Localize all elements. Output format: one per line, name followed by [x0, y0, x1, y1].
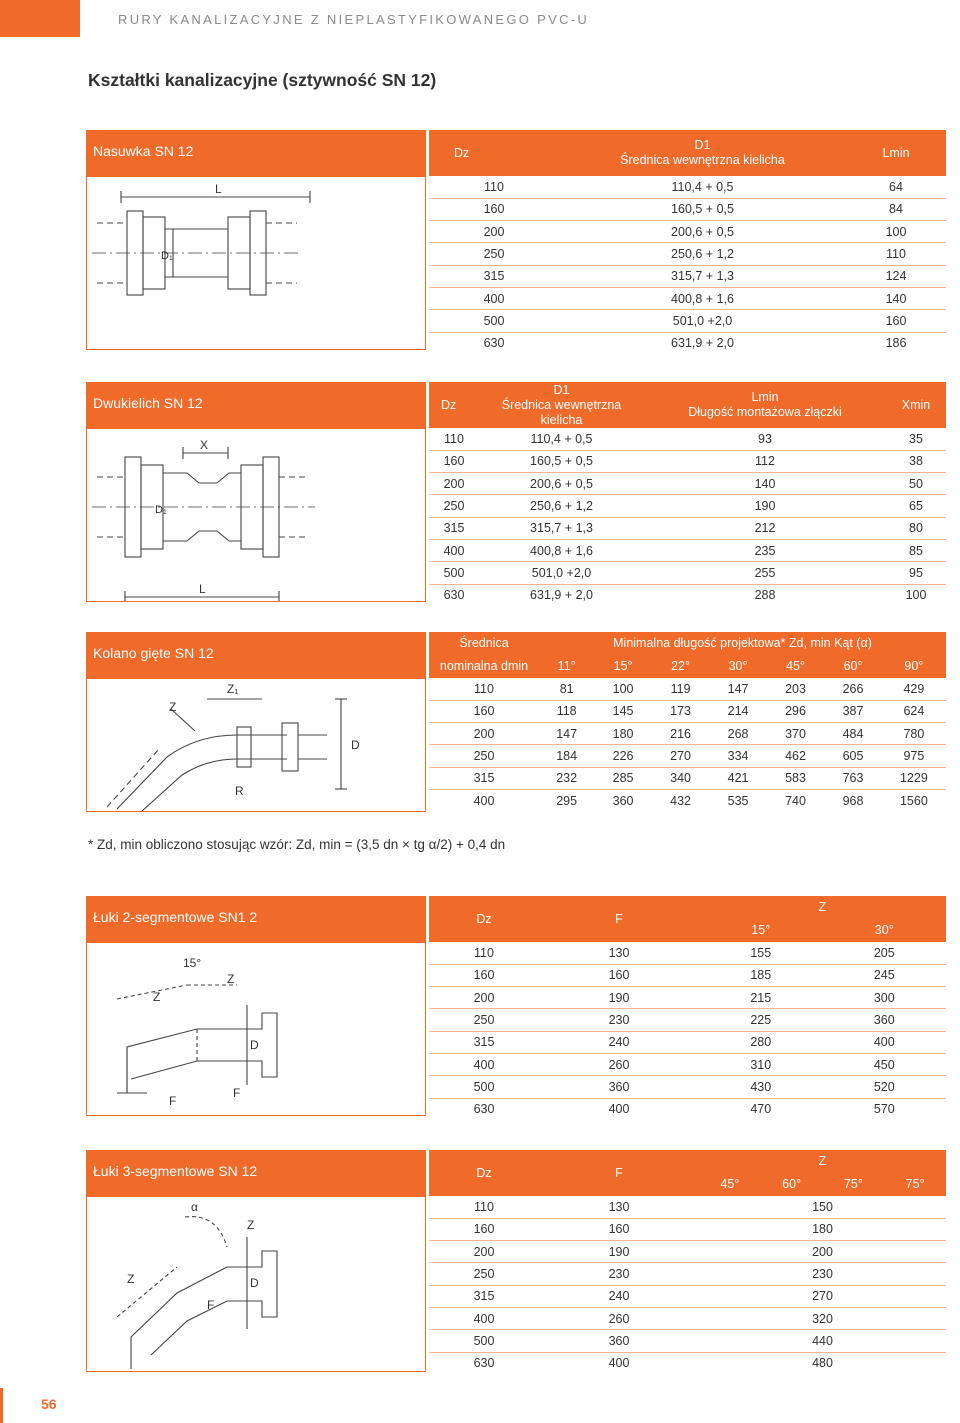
diagram-label-f2: F [233, 1086, 241, 1100]
table-cell: 630 [473, 1102, 495, 1117]
table-cell: 450 [823, 1053, 947, 1075]
table-cell: 400 [429, 539, 479, 561]
angle-header: 15° [594, 655, 651, 678]
luki3-section [86, 1150, 946, 1372]
diagram-label-f: F [207, 1298, 215, 1312]
table-cell: 501,0 +2,0 [559, 310, 846, 332]
table-cell: 462 [767, 745, 824, 767]
header-lmin: Lmin [846, 130, 946, 176]
table-cell: 124 [846, 265, 946, 287]
table-cell: 429 [882, 678, 946, 700]
table-cell: 400 [823, 1031, 947, 1053]
table-cell: 186 [885, 336, 907, 351]
table-cell: 147 [539, 723, 594, 745]
table-cell: 200 [429, 723, 539, 745]
table-cell: 1229 [882, 767, 946, 789]
table-cell: 240 [539, 1031, 699, 1053]
table-cell: 80 [886, 517, 946, 539]
table-row [429, 539, 946, 561]
page-number-text: 56 [41, 1396, 57, 1412]
diagram-label-z2: Z [227, 972, 235, 986]
header-dz: Dz [429, 896, 539, 942]
table-cell: 250,6 + 1,2 [479, 495, 644, 517]
table-cell: 180 [594, 723, 651, 745]
table-cell: 216 [652, 723, 709, 745]
angle-header: 75° [884, 1173, 946, 1196]
table-cell: 1560 [899, 793, 928, 808]
table-cell: 315 [429, 265, 559, 287]
table-cell: 190 [539, 987, 699, 1009]
table-cell: 205 [823, 942, 947, 964]
table-row [429, 987, 946, 1009]
table-cell: 270 [652, 745, 709, 767]
table-cell: 100 [594, 678, 651, 700]
table-row [429, 1285, 946, 1307]
table-cell: 110,4 + 0,5 [559, 176, 846, 198]
table-cell: 226 [594, 745, 651, 767]
table-cell: 500 [429, 1330, 539, 1352]
header-d1-symbol: D1 [694, 138, 711, 152]
table-cell: 100 [846, 221, 946, 243]
table-cell: 315,7 + 1,3 [559, 265, 846, 287]
table-row [429, 473, 946, 495]
table-cell: 255 [644, 562, 886, 584]
angle-header: 45° [699, 1173, 761, 1196]
nasuwka-section [86, 130, 946, 350]
table-cell: 360 [539, 1076, 699, 1098]
kolano-section [86, 632, 946, 812]
diagram-label-l: L [215, 182, 222, 196]
table-cell: 230 [699, 1263, 946, 1285]
diagram-label-d1: D₁ [155, 504, 167, 516]
table-cell: 315 [429, 1031, 539, 1053]
table-cell: 360 [539, 1330, 699, 1352]
table-row [429, 584, 946, 606]
table-row [429, 332, 946, 354]
header-dz: Dz [429, 130, 559, 176]
angle-header: 15° [699, 919, 823, 942]
table-cell: 310 [699, 1053, 823, 1075]
luki2-panel [86, 896, 426, 1116]
table-cell: 320 [699, 1307, 946, 1329]
table-cell: 110 [429, 176, 559, 198]
table-row [429, 1031, 946, 1053]
table-cell: 160 [429, 1218, 539, 1240]
header-f: F [539, 1150, 699, 1196]
table-cell: 400 [608, 1102, 630, 1117]
table-cell: 110,4 + 0,5 [479, 428, 644, 450]
page-title: Kształtki kanalizacyjne (sztywność SN 12) [88, 70, 437, 90]
table-cell: 160 [539, 1218, 699, 1240]
table-row [429, 700, 946, 722]
nasuwka-panel [86, 130, 426, 350]
table-cell: 288 [754, 588, 776, 603]
angle-header: 30° [823, 919, 947, 942]
header-dz: Dz [429, 382, 479, 428]
table-cell: 400 [473, 793, 495, 808]
table-cell: 968 [842, 793, 864, 808]
table-row [429, 517, 946, 539]
dwukielich-diagram [87, 429, 427, 601]
table-row [429, 243, 946, 265]
luki2-label: Łuki 2-segmentowe SN1 2 [87, 897, 425, 943]
table-cell: 230 [539, 1009, 699, 1031]
table-cell: 300 [823, 987, 947, 1009]
table-cell: 400 [429, 1053, 539, 1075]
table-cell: 200 [699, 1241, 946, 1263]
table-row [429, 1241, 946, 1263]
nasuwka-table [429, 130, 946, 354]
table-cell: 200,6 + 0,5 [479, 473, 644, 495]
table-cell: 130 [539, 1196, 699, 1218]
table-cell: 215 [699, 987, 823, 1009]
header-f: F [539, 896, 699, 942]
table-cell: 185 [699, 964, 823, 986]
table-row [429, 495, 946, 517]
diagram-label-z: Z [169, 700, 177, 714]
table-cell: 780 [882, 723, 946, 745]
table-cell: 160 [429, 450, 479, 472]
table-cell: 110 [429, 678, 539, 700]
table-cell: 268 [709, 723, 766, 745]
table-cell: 763 [824, 767, 881, 789]
angle-header: 11° [539, 655, 594, 678]
angle-header: 30° [709, 655, 766, 678]
luki2-table [429, 896, 946, 1120]
table-cell: 630 [443, 588, 465, 603]
table-cell: 212 [644, 517, 886, 539]
header-z: Z [699, 1150, 946, 1173]
table-cell: 160 [429, 700, 539, 722]
table-cell: 230 [539, 1263, 699, 1285]
header-z: Z [699, 896, 946, 919]
table-cell: 160 [429, 964, 539, 986]
table-cell: 570 [873, 1102, 895, 1117]
table-cell: 315 [429, 767, 539, 789]
table-cell: 150 [699, 1196, 946, 1218]
table-cell: 285 [594, 767, 651, 789]
header-minlen: Minimalna długość projektowa* Zd, min Kąt (α) [539, 632, 946, 655]
table-row [429, 1076, 946, 1098]
table-cell: 260 [539, 1307, 699, 1329]
table-cell: 232 [539, 767, 594, 789]
table-cell: 430 [699, 1076, 823, 1098]
kolano-panel [86, 632, 426, 812]
table-row [429, 1053, 946, 1075]
diagram-label-alpha: α [191, 1200, 198, 1214]
table-cell: 315 [429, 517, 479, 539]
table-row [429, 789, 946, 811]
header-d1 [559, 130, 846, 176]
table-cell: 250 [429, 1263, 539, 1285]
table-cell: 85 [886, 539, 946, 561]
table-row [429, 310, 946, 332]
table-cell: 535 [727, 793, 749, 808]
table-cell: 250 [429, 243, 559, 265]
table-cell: 624 [882, 700, 946, 722]
table-cell: 631,9 + 2,0 [530, 588, 593, 603]
table-cell: 484 [824, 723, 881, 745]
page-number [0, 1388, 80, 1423]
table-cell: 200 [429, 1241, 539, 1263]
table-cell: 245 [823, 964, 947, 986]
table-cell: 360 [823, 1009, 947, 1031]
table-cell: 400 [429, 287, 559, 309]
dwukielich-label: Dwukielich SN 12 [87, 383, 425, 429]
diagram-label-d: D [250, 1038, 259, 1052]
table-cell: 280 [699, 1031, 823, 1053]
table-row [429, 287, 946, 309]
table-cell: 740 [785, 793, 806, 808]
table-cell: 266 [824, 678, 881, 700]
header-d1-desc: Średnica wewnętrzna kielicha [620, 153, 785, 167]
table-cell: 631,9 + 2,0 [671, 336, 734, 351]
table-row [429, 1263, 946, 1285]
table-cell: 260 [539, 1053, 699, 1075]
header-dz: Dz [429, 1150, 539, 1196]
table-row [429, 1196, 946, 1218]
table-cell: 400 [608, 1356, 630, 1371]
table-cell: 240 [539, 1285, 699, 1307]
table-cell: 500 [429, 310, 559, 332]
table-cell: 100 [905, 588, 927, 603]
table-row [429, 723, 946, 745]
table-cell: 630 [483, 336, 505, 351]
table-cell: 160 [846, 310, 946, 332]
table-cell: 38 [886, 450, 946, 472]
table-cell: 480 [812, 1356, 833, 1371]
table-cell: 110 [429, 1196, 539, 1218]
table-cell: 432 [670, 793, 691, 808]
diagram-label-d1: D₁ [161, 250, 173, 262]
table-cell: 95 [886, 562, 946, 584]
table-cell: 160,5 + 0,5 [559, 198, 846, 220]
table-cell: 35 [886, 428, 946, 450]
diagram-label-angle: 15° [183, 956, 202, 970]
header-d1-desc: Średnica wewnętrzna kielicha [501, 397, 622, 427]
table-cell: 160,5 + 0,5 [479, 450, 644, 472]
table-row [429, 678, 946, 700]
table-row [429, 450, 946, 472]
table-cell: 200 [429, 473, 479, 495]
table-cell: 203 [767, 678, 824, 700]
corner-accent [0, 0, 80, 37]
table-cell: 81 [539, 678, 594, 700]
table-row [429, 1307, 946, 1329]
diagram-label-d: D [351, 738, 360, 752]
table-cell: 118 [539, 700, 594, 722]
table-cell: 500 [429, 1076, 539, 1098]
kolano-label: Kolano gięte SN 12 [87, 633, 425, 679]
table-cell: 250 [429, 1009, 539, 1031]
table-cell: 975 [882, 745, 946, 767]
table-cell: 180 [699, 1218, 946, 1240]
table-cell: 110 [429, 428, 479, 450]
table-cell: 400 [429, 1307, 539, 1329]
header-nominalna: nominalna dmin [429, 655, 539, 678]
diagram-label-l: L [199, 582, 206, 596]
table-cell: 145 [594, 700, 651, 722]
table-cell: 93 [644, 428, 886, 450]
table-cell: 225 [699, 1009, 823, 1031]
header-d1 [479, 382, 644, 428]
table-cell: 190 [539, 1241, 699, 1263]
table-cell: 155 [699, 942, 823, 964]
nasuwka-diagram [87, 177, 427, 349]
table-cell: 65 [886, 495, 946, 517]
table-cell: 440 [699, 1330, 946, 1352]
luki3-label: Łuki 3-segmentowe SN 12 [87, 1151, 425, 1197]
angle-header: 22° [652, 655, 709, 678]
table-cell: 200 [429, 221, 559, 243]
table-cell: 250 [429, 495, 479, 517]
table-row [429, 1330, 946, 1352]
table-cell: 387 [824, 700, 881, 722]
diagram-label-d: D [250, 1276, 259, 1290]
diagram-label-r: R [235, 784, 244, 798]
table-row [429, 176, 946, 198]
table-row [429, 942, 946, 964]
luki3-table [429, 1150, 946, 1374]
table-cell: 112 [644, 450, 886, 472]
table-cell: 160 [429, 198, 559, 220]
luki3-diagram [87, 1197, 427, 1371]
table-cell: 250,6 + 1,2 [559, 243, 846, 265]
table-cell: 421 [709, 767, 766, 789]
table-row [429, 964, 946, 986]
table-cell: 360 [612, 793, 634, 808]
angle-header: 60° [761, 1173, 823, 1196]
table-cell: 200 [429, 987, 539, 1009]
table-cell: 520 [823, 1076, 947, 1098]
kolano-diagram [87, 679, 427, 811]
kolano-table [429, 632, 946, 812]
table-cell: 235 [644, 539, 886, 561]
header-srednica: Średnica [429, 632, 539, 655]
table-cell: 605 [824, 745, 881, 767]
table-cell: 470 [750, 1102, 772, 1117]
table-cell: 334 [709, 745, 766, 767]
diagram-label-f1: F [169, 1094, 177, 1108]
angle-header: 90° [882, 655, 946, 678]
diagram-label-x: X [200, 438, 209, 452]
diagram-label-z1: Z [127, 1272, 135, 1286]
table-cell: 270 [699, 1285, 946, 1307]
luki2-section [86, 896, 946, 1116]
header-lmin [644, 382, 886, 428]
luki3-panel [86, 1150, 426, 1372]
nasuwka-label: Nasuwka SN 12 [87, 131, 425, 177]
angle-header: 60° [824, 655, 881, 678]
running-title: RURY KANALIZACYJNE Z NIEPLASTYFIKOWANEGO PVC-U [118, 12, 590, 27]
table-cell: 160 [539, 964, 699, 986]
luki2-diagram [87, 943, 427, 1115]
table-cell: 200,6 + 0,5 [559, 221, 846, 243]
table-cell: 501,0 +2,0 [479, 562, 644, 584]
table-row [429, 562, 946, 584]
table-cell: 296 [767, 700, 824, 722]
table-cell: 50 [886, 473, 946, 495]
table-row [429, 428, 946, 450]
diagram-label-z1: Z₁ [227, 682, 239, 696]
dwukielich-panel [86, 382, 426, 602]
table-row [429, 767, 946, 789]
table-cell: 214 [709, 700, 766, 722]
table-cell: 190 [644, 495, 886, 517]
header-xmin: Xmin [886, 382, 946, 428]
header-d1-symbol: D1 [553, 382, 570, 397]
dwukielich-section [86, 382, 946, 602]
table-cell: 147 [709, 678, 766, 700]
table-cell: 295 [556, 793, 578, 808]
table-cell: 400,8 + 1,6 [479, 539, 644, 561]
table-cell: 110 [846, 243, 946, 265]
table-row [429, 1218, 946, 1240]
table-row [429, 745, 946, 767]
table-cell: 110 [429, 942, 539, 964]
header-lmin-desc: Długość montażowa złączki [688, 405, 842, 419]
table-cell: 140 [644, 473, 886, 495]
table-cell: 250 [429, 745, 539, 767]
table-cell: 119 [652, 678, 709, 700]
diagram-label-z2: Z [247, 1218, 255, 1232]
dwukielich-table [429, 382, 946, 606]
table-cell: 173 [652, 700, 709, 722]
table-cell: 315 [429, 1285, 539, 1307]
header-lmin-symbol: Lmin [751, 390, 779, 404]
table-cell: 340 [652, 767, 709, 789]
angle-header: 75° [823, 1173, 885, 1196]
table-row [429, 1098, 946, 1120]
table-cell: 500 [429, 562, 479, 584]
table-cell: 130 [539, 942, 699, 964]
table-cell: 400,8 + 1,6 [559, 287, 846, 309]
table-row [429, 1352, 946, 1374]
table-cell: 583 [767, 767, 824, 789]
footnote: * Zd, min obliczono stosując wzór: Zd, min = (3,5 dn × tg α/2) + 0,4 dn [88, 837, 506, 852]
table-row [429, 198, 946, 220]
angle-header: 45° [767, 655, 824, 678]
table-row [429, 221, 946, 243]
table-row [429, 1009, 946, 1031]
diagram-label-z1: Z [153, 990, 161, 1004]
table-cell: 84 [846, 198, 946, 220]
table-cell: 630 [473, 1356, 495, 1371]
table-cell: 315,7 + 1,3 [479, 517, 644, 539]
table-cell: 140 [846, 287, 946, 309]
table-cell: 184 [539, 745, 594, 767]
table-cell: 370 [767, 723, 824, 745]
table-cell: 64 [846, 176, 946, 198]
table-row [429, 265, 946, 287]
